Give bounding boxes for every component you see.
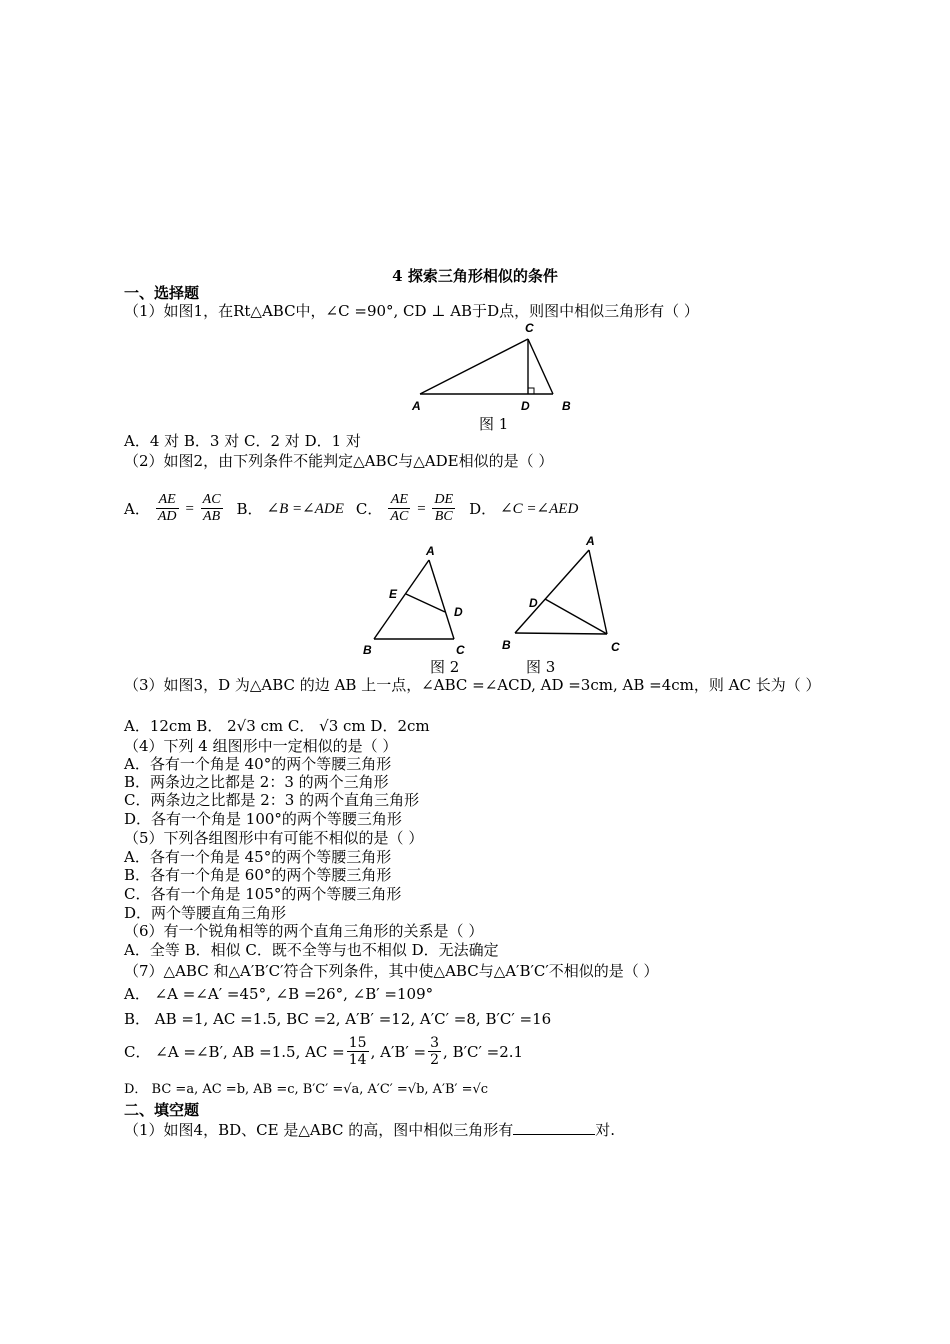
- figure-3: [495, 532, 630, 657]
- section-heading-choice: 一、选择题: [124, 284, 200, 302]
- q2-a-frac1: $\frac{AE}{AD}$: [157, 492, 177, 524]
- fill-q1-blank[interactable]: [513, 1120, 595, 1135]
- q7-c-frac2: $\frac{3}{2}$: [430, 1035, 440, 1068]
- question-1-options: A．4 对 B．3 对 C．2 对 D．1 对: [124, 432, 361, 450]
- q2-option-b-expr: ∠B =∠ADE: [266, 500, 344, 517]
- question-4-option-a: A．各有一个角是 40°的两个等腰三角形: [124, 755, 392, 773]
- question-7-option-a: A． ∠A =∠A′ =45°, ∠B =26°, ∠B′ =109°: [124, 985, 434, 1003]
- figure-1-caption: 图 1: [479, 415, 509, 433]
- q7-c-post: , B′C′ =2.1: [443, 1042, 524, 1061]
- question-4-stem: （4）下列 4 组图形中一定相似的是（ ）: [124, 737, 398, 755]
- question-2-options: A． $\frac{AE}{AD}$ = $\frac{AC}{AB}$ B． ∠B =∠ADE C． $\frac{AE}{AC}$ = $\frac{DE}{BC}$ D． ∠C =∠AED: [124, 492, 579, 524]
- q7-c-mid: , A′B′ =: [370, 1042, 427, 1061]
- q2-option-c-label: C．: [355, 499, 383, 518]
- question-7-option-b: B． AB =1, AC =1.5, BC =2, A′B′ =12, A′C′ =8, B′C′ =16: [124, 1010, 552, 1028]
- fig3-label-a: A: [586, 534, 595, 548]
- question-5-option-d: D．两个等腰直角三角形: [124, 904, 287, 922]
- fill-q1-post: 对.: [595, 1121, 616, 1139]
- fig1-label-b: B: [562, 399, 571, 413]
- question-5-option-a: A．各有一个角是 45°的两个等腰三角形: [124, 848, 392, 866]
- fill-question-1: [124, 1120, 615, 1139]
- fig1-label-d: D: [521, 399, 530, 413]
- q2-option-b-label: B．: [236, 499, 263, 518]
- q2-c-frac2: $\frac{DE}{BC}$: [434, 492, 454, 524]
- fig2-label-b: B: [363, 643, 372, 657]
- figure-1: [405, 320, 575, 416]
- fig3-label-b: B: [502, 638, 511, 652]
- figure-2: [355, 542, 475, 657]
- question-2-stem: （2）如图2，由下列条件不能判定△ABC与△ADE相似的是（ ）: [124, 452, 554, 470]
- fig2-label-e: E: [389, 587, 398, 601]
- q2-c-frac1: $\frac{AE}{AC}$: [390, 492, 409, 524]
- question-4-option-c: C．两条边之比都是 2：3 的两个直角三角形: [124, 791, 420, 809]
- question-5-option-c: C．各有一个角是 105°的两个等腰三角形: [124, 885, 402, 903]
- question-7-stem: （7）△ABC 和△A′B′C′符合下列条件，其中使△ABC与△A′B′C′不相似的是（ ）: [124, 962, 659, 980]
- section-heading-fill: 二、填空题: [124, 1101, 200, 1119]
- q7-c-frac1: $\frac{15}{14}$: [348, 1035, 367, 1068]
- page-title: 4 探索三角形相似的条件: [392, 267, 558, 285]
- question-7-option-d: D． BC =a, AC =b, AB =c, B′C′ =√a, A′C′ =√b, A′B′ =√c: [124, 1082, 489, 1097]
- fig2-label-c: C: [456, 643, 465, 657]
- question-3-options: A．12cm B． 2√3 cm C． √3 cm D．2cm: [124, 717, 430, 735]
- question-7-option-c: [124, 1035, 523, 1068]
- question-5-option-b: B．各有一个角是 60°的两个等腰三角形: [124, 866, 392, 884]
- question-5-stem: （5）下列各组图形中有可能不相似的是（ ）: [124, 829, 424, 847]
- q2-a-frac2: $\frac{AC}{AB}$: [202, 492, 221, 524]
- question-3-stem: （3）如图3，D 为△ABC 的边 AB 上一点，∠ABC =∠ACD, AD =3cm, AB =4cm，则 AC 长为（ ）: [124, 676, 821, 694]
- q2-option-d-expr: ∠C =∠AED: [500, 500, 579, 517]
- fig1-label-a: A: [412, 399, 421, 413]
- fig3-label-c: C: [611, 640, 620, 654]
- question-4-option-d: D．各有一个角是 100°的两个等腰三角形: [124, 810, 402, 828]
- question-1-stem: （1）如图1，在Rt△ABC中，∠C =90°, CD ⊥ AB于D点，则图中相似三角形有（ ）: [124, 302, 699, 320]
- q2-option-a-label: A．: [124, 499, 150, 518]
- fig1-label-c: C: [525, 321, 534, 335]
- question-6-options: A．全等 B．相似 C．既不全等与也不相似 D．无法确定: [124, 941, 499, 959]
- fig2-label-d: D: [454, 605, 463, 619]
- fig3-label-d: D: [529, 596, 538, 610]
- question-6-stem: （6）有一个锐角相等的两个直角三角形的关系是（ ）: [124, 922, 484, 940]
- fig2-label-a: A: [426, 544, 435, 558]
- q7-c-pre: C． ∠A =∠B′, AB =1.5, AC =: [124, 1042, 345, 1061]
- figure-2-caption: 图 2: [430, 658, 460, 676]
- fill-q1-pre: （1）如图4，BD、CE 是△ABC 的高，图中相似三角形有: [124, 1121, 514, 1139]
- question-4-option-b: B．两条边之比都是 2：3 的两个三角形: [124, 773, 389, 791]
- q2-option-d-label: D．: [469, 499, 497, 518]
- figure-3-caption: 图 3: [526, 658, 556, 676]
